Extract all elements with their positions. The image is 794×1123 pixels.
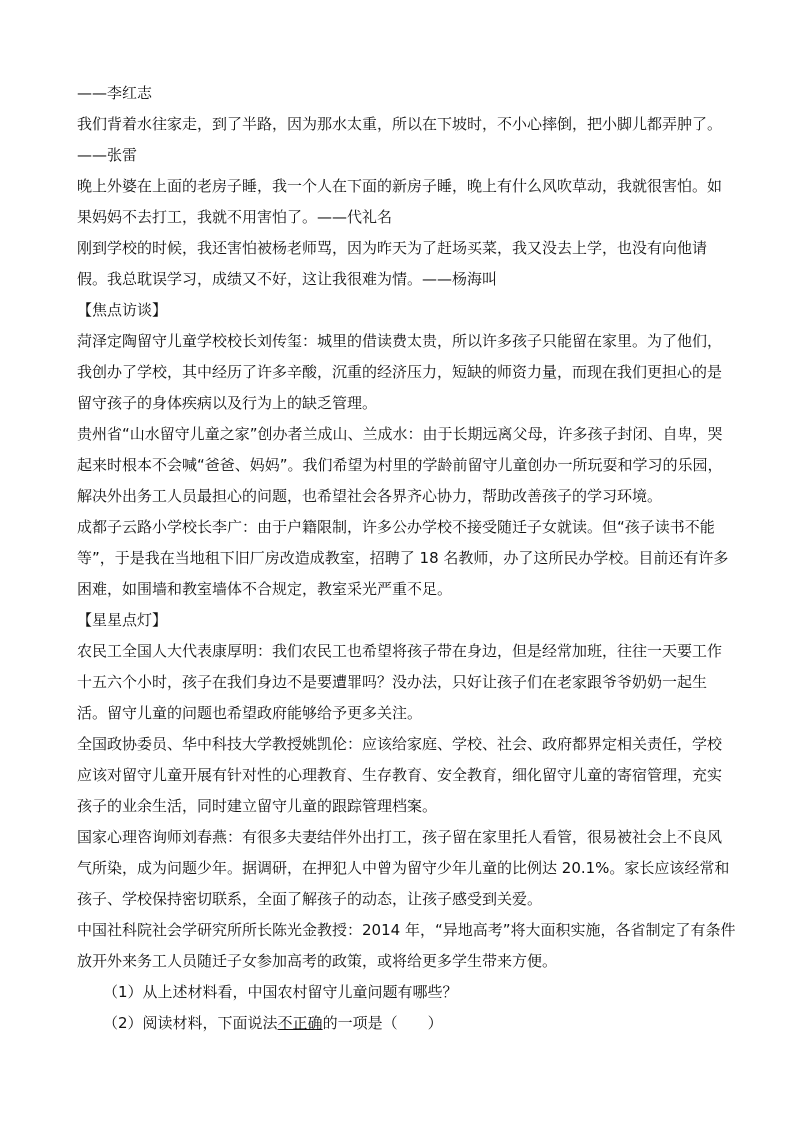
text-line: 留守孩子的身体疾病以及行为上的缺乏管理。: [77, 394, 378, 412]
text-line: 假。我总耽误学习，成绩又不好，这让我很难为情。——杨海叫: [77, 270, 498, 288]
text-line: 晚上外婆在上面的老房子睡，我一个人在下面的新房子睡，晚上有什么风吹草动，我就很害怕。如: [77, 177, 723, 195]
text-line: ——李红志: [77, 84, 153, 102]
text-line: ——张雷: [77, 146, 138, 164]
text-line: 菏泽定陶留守儿童学校校长刘传玺：城里的借读费太贵，所以许多孩子只能留在家里。为了他们，: [77, 332, 723, 350]
question-1: （1）从上述材料看，中国农村留守儿童问题有哪些？: [103, 983, 458, 1001]
text-line: 应该对留守儿童开展有针对性的心理教育、生存教育、安全教育，细化留守儿童的寄宿管理，充实: [77, 766, 723, 784]
text-line: 活。留守儿童的问题也希望政府能够给予更多关注。: [77, 704, 423, 722]
text-line: 起来时根本不会喊“爸爸、妈妈”。我们希望为村里的学龄前留守儿童创办一所玩耍和学习的乐园，: [77, 456, 723, 474]
text-line: 放开外来务工人员随迁子女参加高考的政策，或将给更多学生带来方便。: [77, 952, 558, 970]
text-line: 国家心理咨询师刘春燕：有很多夫妻结伴外出打工，孩子留在家里托人看管，很易被社会上不良风: [77, 828, 723, 846]
text-line: 孩子、学校保持密切联系，全面了解孩子的动态，让孩子感受到关爱。: [77, 890, 543, 908]
text-line: 成都子云路小学校长李广：由于户籍限制，许多公办学校不接受随迁子女就读。但“孩子读书不能: [77, 518, 715, 536]
section-heading: 【焦点访谈】: [77, 301, 168, 319]
text-line: 等”，于是我在当地租下旧厂房改造成教室，招聘了 18 名教师，办了这所民办学校。目前还有许多: [77, 549, 729, 567]
text-line: 十五六个小时，孩子在我们身边不是要遭罪吗？没办法，只好让孩子们在老家跟爷爷奶奶一起生: [77, 673, 708, 691]
question-2-suffix: 的一项是（ ）: [322, 1014, 443, 1032]
text-line: 气所染，成为问题少年。据调研，在押犯人中曾为留守少年儿童的比例达 20.1%。家长应该经常和: [77, 859, 730, 877]
text-line: 中国社科院社会学研究所所长陈光金教授：2014 年，“异地高考”将大面积实施，各省制定了有条件: [77, 921, 736, 939]
text-line: 我创办了学校，其中经历了许多辛酸，沉重的经济压力，短缺的师资力量，而现在我们更担心的是: [77, 363, 723, 381]
text-line: 果妈妈不去打工，我就不用害怕了。——代礼名: [77, 208, 393, 226]
document-body: [77, 78, 736, 1039]
text-line: 刚到学校的时候，我还害怕被杨老师骂，因为昨天为了赶场买菜，我又没去上学，也没有向他请: [77, 239, 708, 257]
text-line: 我们背着水往家走，到了半路，因为那水太重，所以在下坡时，不小心摔倒，把小脚儿都弄肿了。: [77, 115, 723, 133]
section-heading: 【星星点灯】: [77, 611, 168, 629]
question-2-emphasis: 不正确: [277, 1014, 323, 1032]
text-line: 贵州省“山水留守儿童之家”创办者兰成山、兰成水：由于长期远离父母，许多孩子封闭、自卑，哭: [77, 425, 723, 443]
text-line: 困难，如围墙和教室墙体不合规定，教室采光严重不足。: [77, 580, 453, 598]
text-line: 全国政协委员、华中科技大学教授姚凯伦：应该给家庭、学校、社会、政府都界定相关责任，学校: [77, 735, 723, 753]
question-2-prefix: （2）阅读材料，下面说法: [103, 1014, 278, 1032]
text-line: 解决外出务工人员最担心的问题，也希望社会各界齐心协力，帮助改善孩子的学习环境。: [77, 487, 663, 505]
text-line: 农民工全国人大代表康厚明：我们农民工也希望将孩子带在身边，但是经常加班，往往一天要工作: [77, 642, 723, 660]
question-2: [77, 1008, 717, 1039]
text-line: 孩子的业余生活，同时建立留守儿童的跟踪管理档案。: [77, 797, 438, 815]
